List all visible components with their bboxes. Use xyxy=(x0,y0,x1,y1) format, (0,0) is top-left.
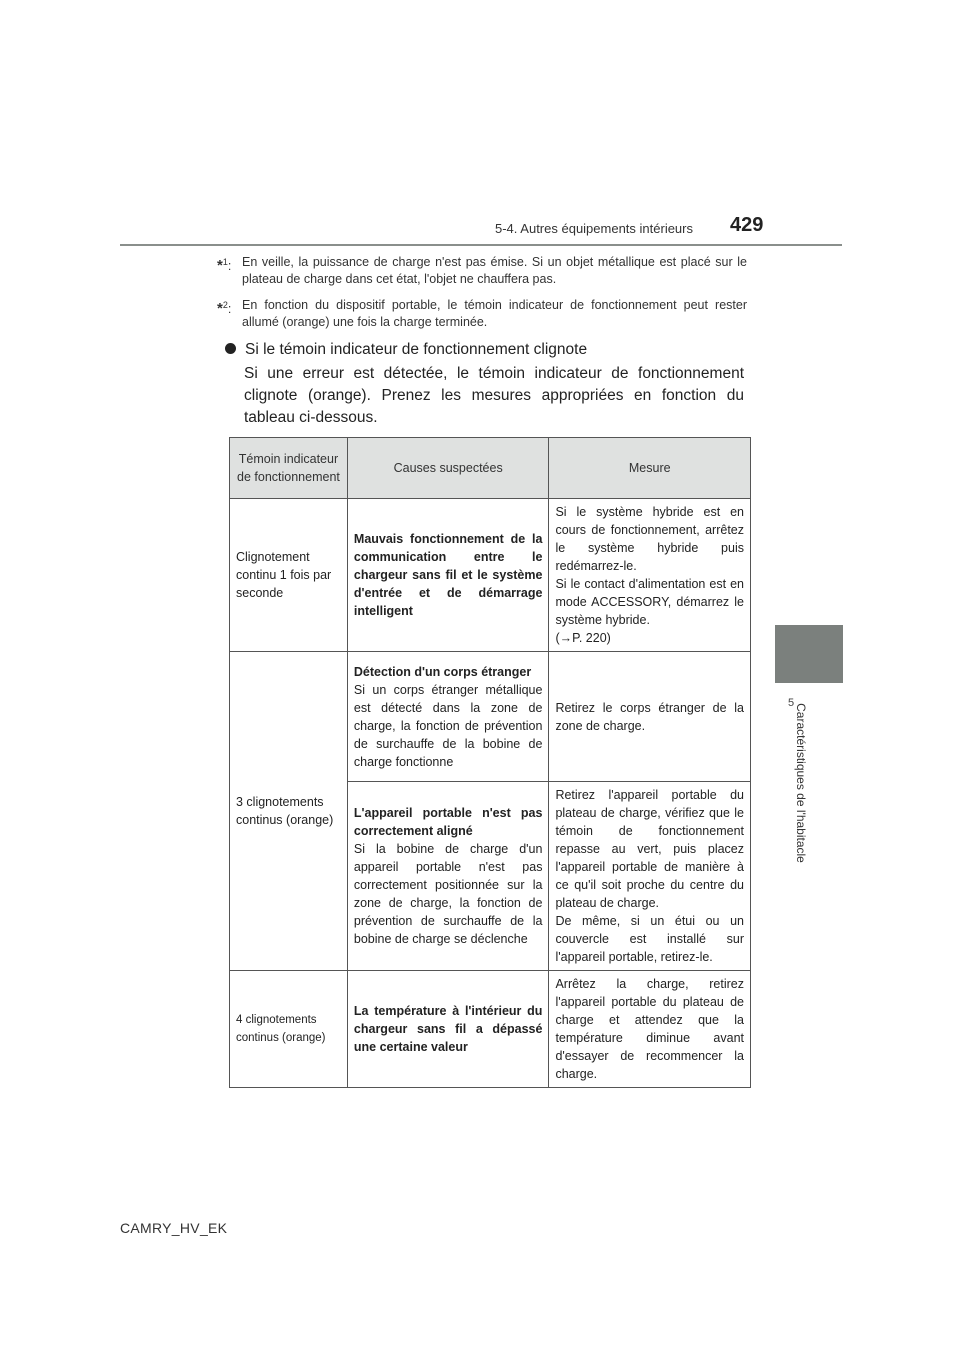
header-section-title: 5-4. Autres équipements intérieurs xyxy=(495,221,693,236)
footnote-marker: * xyxy=(217,257,223,275)
column-header-measure: Mesure xyxy=(549,438,751,499)
measure-cell xyxy=(549,499,751,652)
footnote-text: En fonction du dispositif portable, le témoin indicateur de fonctionnement peut rester allumé (orange) une fois la charge terminée. xyxy=(242,298,747,329)
chapter-number: 5 xyxy=(788,697,795,709)
table-header-row xyxy=(230,438,751,499)
measure-cell: Arrêtez la charge, retirez l'appareil portable du plateau de charge et attendez que la température diminue avant d'essayer de recommencer la charge. xyxy=(549,971,751,1088)
header-rule xyxy=(120,244,842,246)
cause-cell xyxy=(347,652,549,782)
cause-text: Si la bobine de charge d'un appareil portable n'est pas correctement positionnée sur la zone de charge, la fonction de prévention de surchauffe de la bobine de charge se déclenche xyxy=(353,842,543,946)
troubleshooting-table xyxy=(229,437,751,1088)
measure-cell xyxy=(549,782,751,971)
section-heading xyxy=(225,341,587,359)
table-row xyxy=(230,971,751,1088)
indicator-cell: 4 clignotements continus (orange) xyxy=(230,971,348,1088)
indicator-cell: Clignotement continu 1 fois par seconde xyxy=(230,499,348,652)
indicator-cell: 3 clignotements continus (orange) xyxy=(230,652,348,971)
cause-title: Détection d'un corps étranger xyxy=(353,664,532,679)
page-number: 429 xyxy=(730,214,764,236)
measure-text: Si le contact d'alimentation est en mode ACCESSORY, démarrez le système hybride. xyxy=(555,577,744,627)
cause-cell: La température à l'intérieur du chargeur sans fil a dépassé une certaine valeur xyxy=(347,971,549,1088)
cause-title: L'appareil portable n'est pas correctement aligné xyxy=(353,806,543,838)
measure-text: Retirez l'appareil portable du plateau de charge, vérifiez que le témoin de fonctionnement repasse au vert, puis placez l'appareil portable de manière à ce qu'il soit proche du centre du plateau de charge. xyxy=(555,788,744,910)
bullet-icon xyxy=(225,343,236,354)
table-row xyxy=(230,499,751,652)
footnote-marker: * xyxy=(217,300,223,318)
measure-cell: Retirez le corps étranger de la zone de charge. xyxy=(549,652,751,782)
measure-text: De même, si un étui ou un couvercle est installé sur l'appareil portable, retirez-le. xyxy=(555,914,744,964)
page-reference: (→P. 220) xyxy=(555,631,611,645)
footer-model: CAMRY_HV_EK xyxy=(120,1220,228,1236)
cause-cell xyxy=(347,782,549,971)
measure-text: Si le système hybride est en cours de fonctionnement, arrêtez le système hybride puis redémarrez-le. xyxy=(555,505,744,573)
footnote-number: 2 xyxy=(222,300,228,310)
footnote-text: En veille, la puissance de charge n'est pas émise. Si un objet métallique est placé sur le plateau de charge dans cet état, l'objet ne chauffera pas. xyxy=(242,255,747,286)
cause-text: Si un corps étranger métallique est détecté dans la zone de charge, la fonction de prévention de surchauffe de la bobine de charge fonctionne xyxy=(353,682,543,769)
cause-cell: Mauvais fonctionnement de la communication entre le chargeur sans fil et le système d'entrée et de démarrage intelligent xyxy=(347,499,549,652)
table-row xyxy=(230,652,751,782)
column-header-causes: Causes suspectées xyxy=(347,438,549,499)
section-title: Si le témoin indicateur de fonctionnement clignote xyxy=(245,341,588,358)
footnote-number: 1 xyxy=(222,257,228,267)
chapter-tab xyxy=(775,625,843,683)
section-intro: Si une erreur est détectée, le témoin indicateur de fonctionnement clignote (orange). Prenez les mesures appropriées en fonction du tableau ci-dessous. xyxy=(244,365,744,426)
column-header-indicator: Témoin indicateur de fonctionnement xyxy=(230,438,348,499)
footnote-1: *$^1$: En veille, la puissance de charge n'est pas émise. Si un objet métallique est placé sur le plateau de charge dans cet état, l'objet ne chauffera pas. xyxy=(217,255,747,286)
footnote-2: *$^2$: En fonction du dispositif portable, le témoin indicateur de fonctionnement peut rester allumé (orange) une fois la charge terminée. xyxy=(217,298,747,329)
chapter-label: Caractéristiques de l'habitacle xyxy=(794,703,808,863)
